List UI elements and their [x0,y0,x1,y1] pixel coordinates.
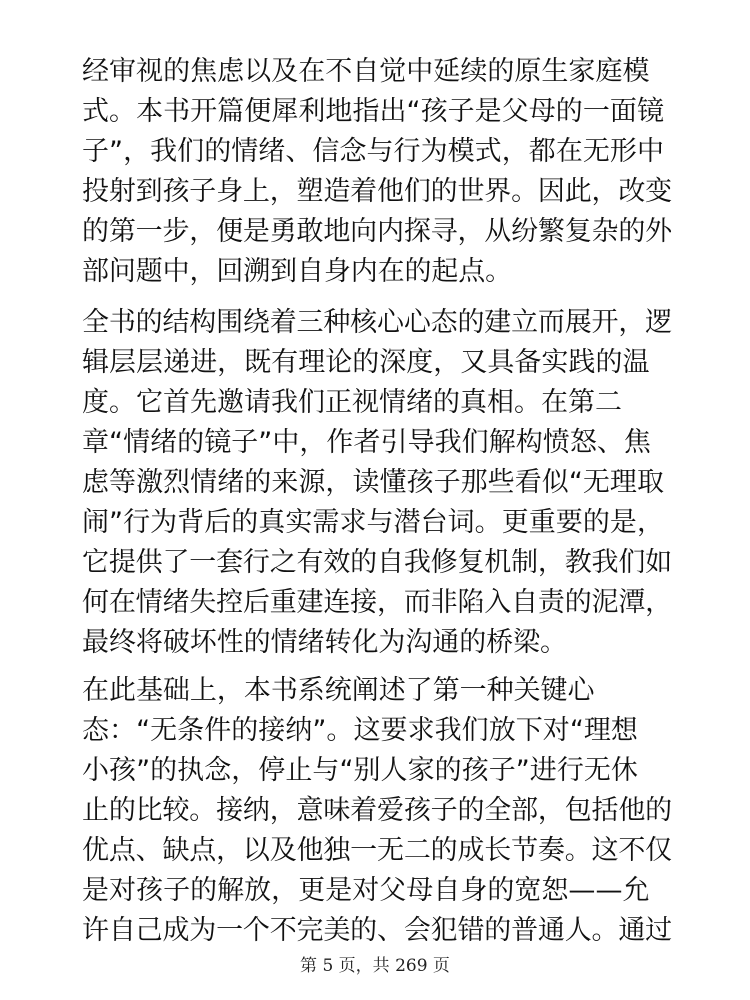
text-line: 章“情绪的镜子”中，作者引导我们解构愤怒、焦 [82,427,651,458]
text-line: 式。本书开篇便犀利地指出“孩子是父母的一面镜 [82,96,664,127]
text-line: 何在情绪失控后重建连接，而非陷入自责的泥潭， [82,587,672,618]
text-line: 部问题中，回溯到自身内在的起点。 [82,256,512,287]
text-line: 在此基础上，本书系统阐述了第一种关键心 [82,675,595,706]
text-line: 辑层层递进，既有理论的深度，又具备实践的温 [82,347,650,378]
text-line: 态：“无条件的接纳”。这要求我们放下对“理想 [82,715,638,746]
paragraph-1 [82,52,682,292]
text-line: 止的比较。接纳，意味着爱孩子的全部，包括他的 [82,795,672,826]
text-line: 度。它首先邀请我们正视情绪的真相。在第二 [82,387,622,418]
text-line: 的第一步，便是勇敢地向内探寻，从纷繁复杂的外 [82,216,672,247]
text-line: 全书的结构围绕着三种核心心态的建立而展开，逻 [82,307,672,338]
text-line: 它提供了一套行之有效的自我修复机制，教我们如 [82,547,672,578]
text-line: 闹”行为背后的真实需求与潜台词。更重要的是， [82,507,664,538]
text-line: 优点、缺点，以及他独一无二的成长节奏。这不仅 [82,835,672,866]
paragraph-2 [82,303,682,663]
text-line: 是对孩子的解放，更是对父母自身的宽恕——允 [82,875,650,906]
text-line: 最终将破坏性的情绪转化为沟通的桥梁。 [82,627,567,658]
paragraph-3 [82,671,682,951]
text-line: 许自己成为一个不完美的、会犯错的普通人。通过 [82,915,672,946]
page-number-footer: 第 5 页，共 269 页 [300,956,450,976]
text-line: 虑等激烈情绪的来源，读懂孩子那些看似“无理取 [82,467,664,498]
text-line: 子”，我们的情绪、信念与行为模式，都在无形中 [82,136,664,167]
text-line: 投射到孩子身上，塑造着他们的世界。因此，改变 [82,176,672,207]
text-line: 小孩”的执念，停止与“别人家的孩子”进行无休 [82,755,638,786]
text-line: 经审视的焦虑以及在不自觉中延续的原生家庭模 [82,56,650,87]
